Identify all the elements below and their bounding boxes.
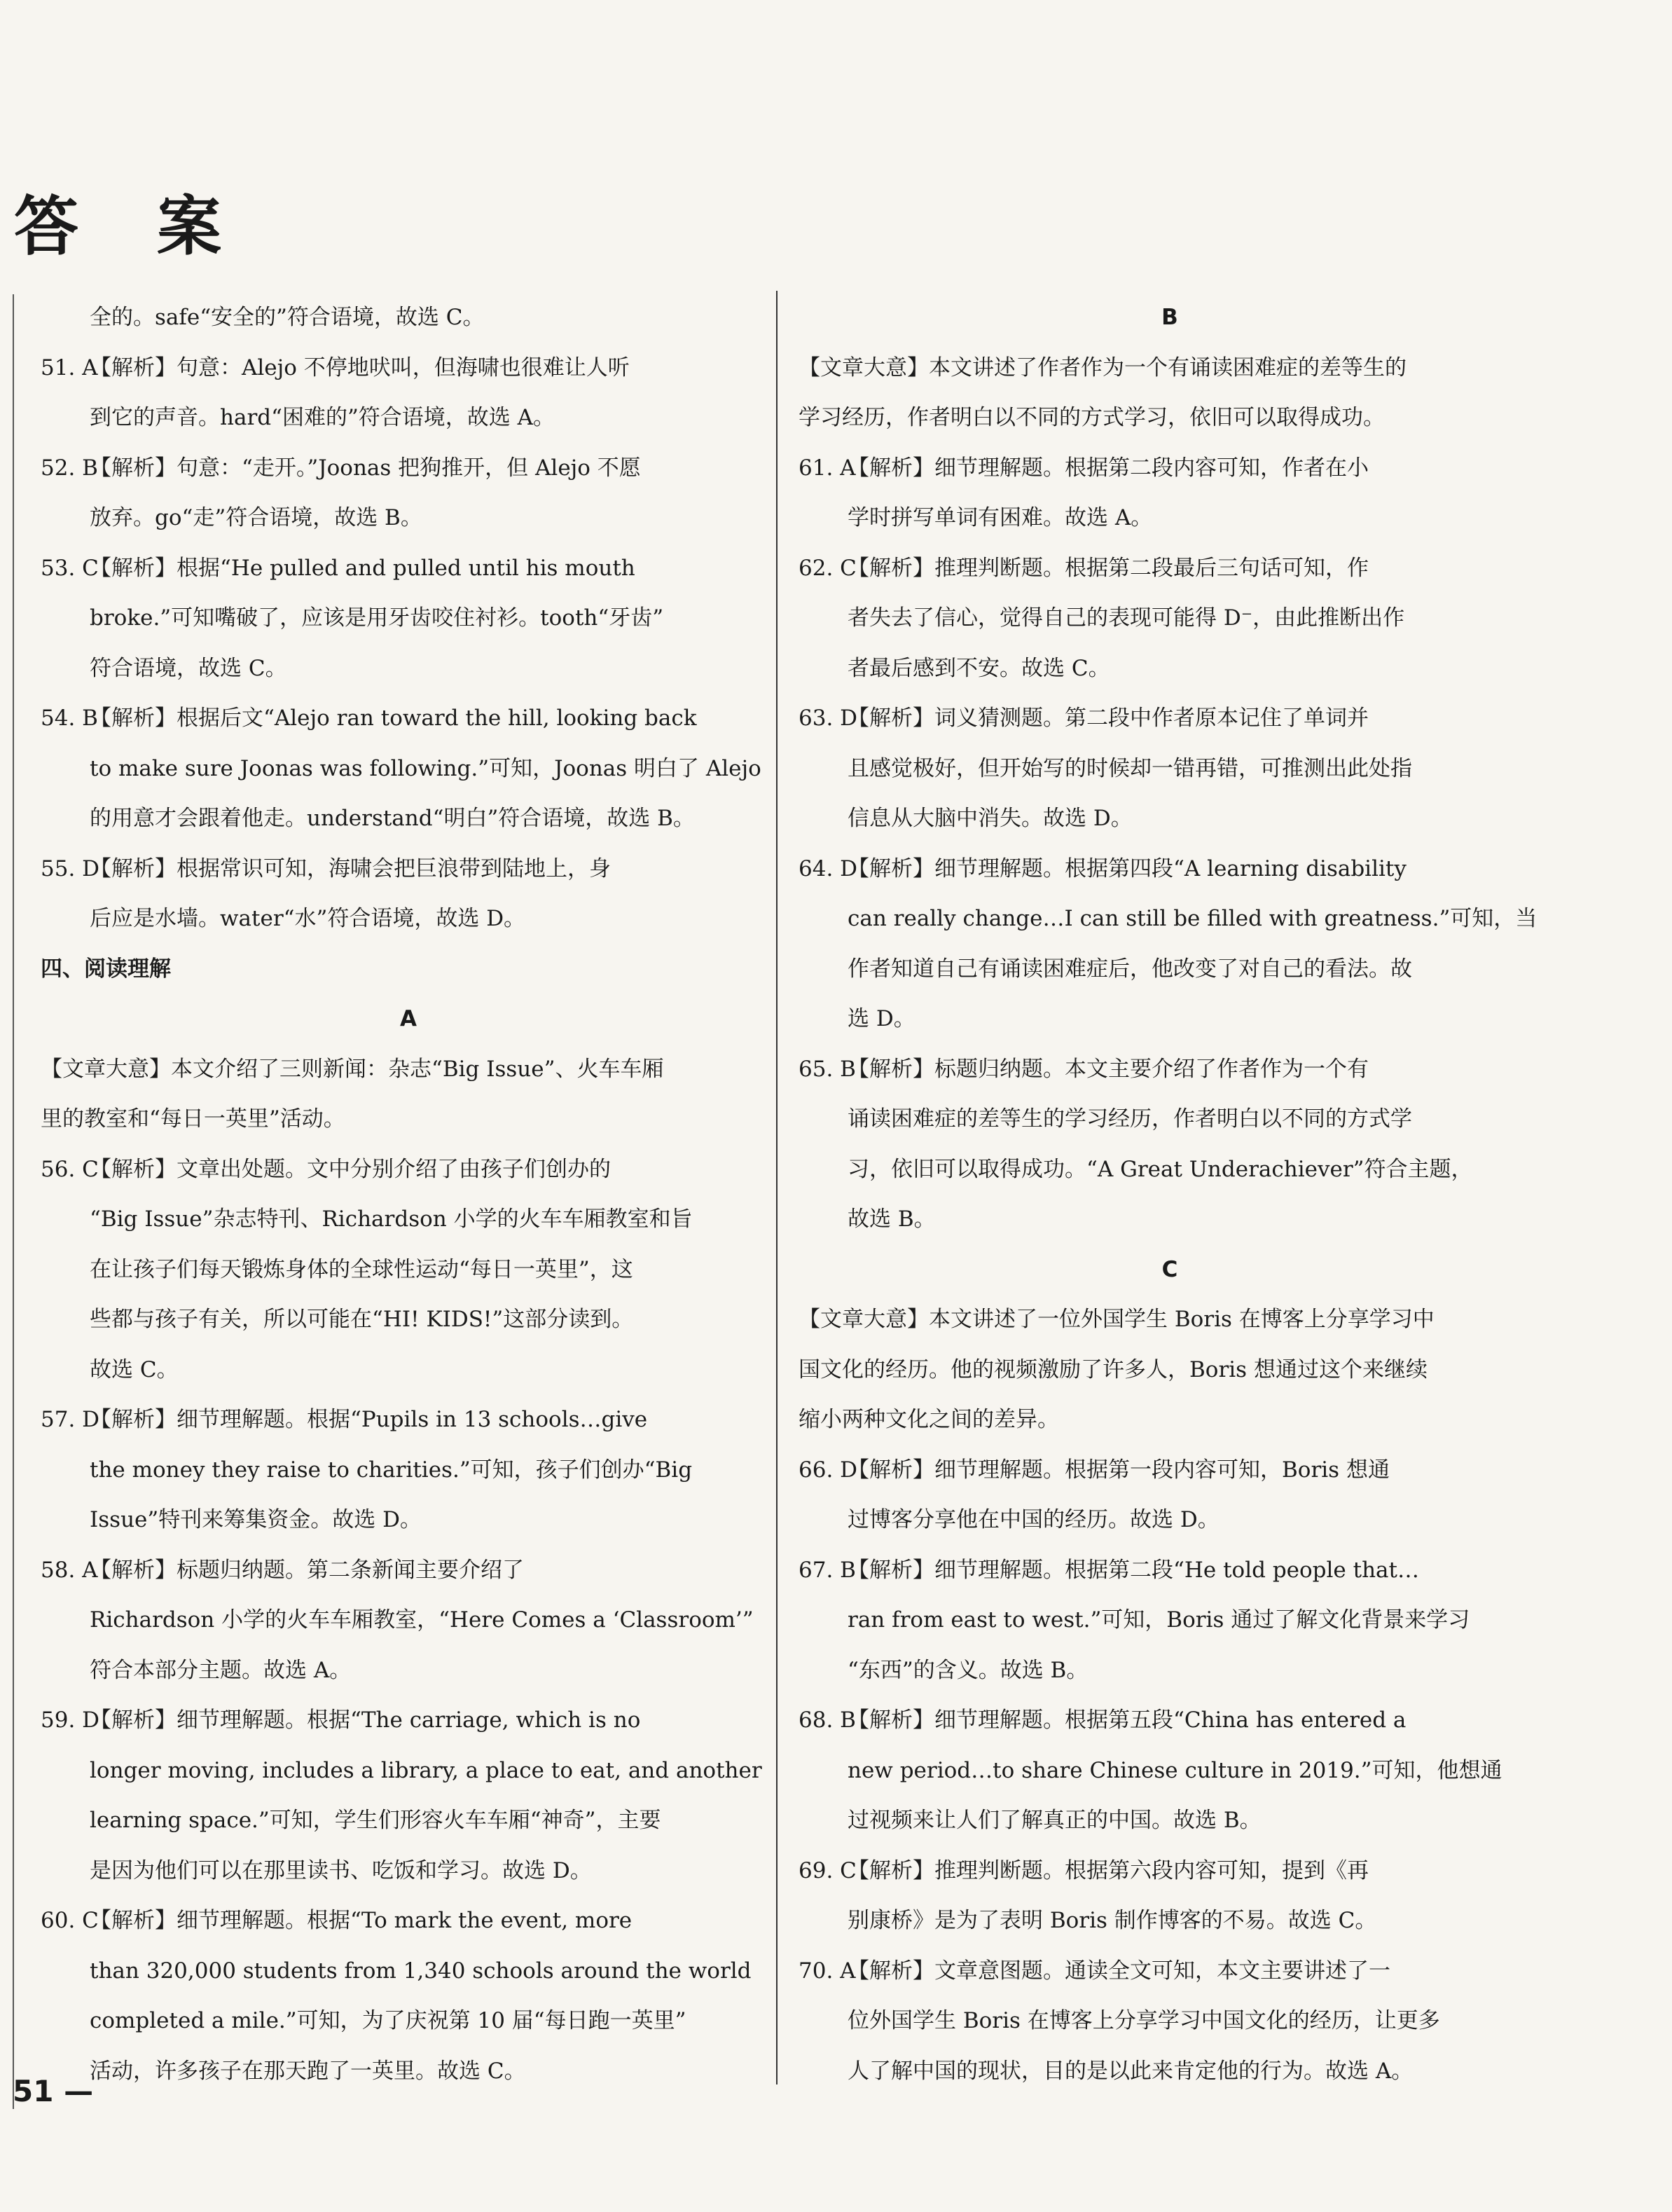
continuation-line: 故选 B。 bbox=[848, 1207, 936, 1232]
continuation-line: 习，依旧可以取得成功。“A Great Underachiever”符合主题， bbox=[848, 1156, 1473, 1182]
continuation-line: 是因为他们可以在那里读书、吃饭和学习。故选 D。 bbox=[90, 1857, 592, 1883]
answer-text: 【解析】句意：Alejo 不停地吠叫，但海啸也很难让人听 bbox=[90, 355, 630, 380]
answer-item bbox=[799, 1546, 1541, 1596]
page-title: 答 案 bbox=[14, 189, 250, 264]
passage-letter: A bbox=[400, 1006, 417, 1031]
continuation-line: 作者知道自己有诵读困难症后，他改变了对自己的看法。故 bbox=[848, 956, 1412, 982]
continuation-line: 过博客分享他在中国的经历。故选 D。 bbox=[848, 1507, 1220, 1532]
continuation-line: 信息从大脑中消失。故选 D。 bbox=[848, 806, 1133, 831]
summary-line: 国文化的经历。他的视频激励了许多人，Boris 想通过这个来继续 bbox=[799, 1356, 1428, 1382]
right-column bbox=[799, 293, 1541, 2096]
left-margin-rule bbox=[13, 294, 14, 2109]
continuation-line: “Big Issue”杂志特刊、Richardson 小学的火车车厢教室和旨 bbox=[90, 1207, 693, 1232]
answer-item bbox=[41, 844, 776, 895]
answer-number: 56. C bbox=[41, 1156, 99, 1182]
answer-text: 【解析】细节理解题。根据第二段内容可知，作者在小 bbox=[848, 455, 1369, 481]
answer-number: 68. B bbox=[799, 1708, 856, 1733]
section-heading: 四、阅读理解 bbox=[41, 956, 171, 982]
continuation-line: completed a mile.”可知，为了庆祝第 10 届“每日跑一英里” bbox=[90, 2008, 686, 2033]
answer-item bbox=[41, 1395, 776, 1445]
answer-number: 53. C bbox=[41, 555, 99, 581]
summary-line: 【文章大意】本文介绍了三则新闻：杂志“Big Issue”、火车车厢 bbox=[41, 1056, 664, 1082]
answer-text: 【解析】根据“He pulled and pulled until his mouth bbox=[90, 555, 635, 581]
answer-number: 55. D bbox=[41, 856, 100, 881]
continuation-line: 放弃。go“走”符合语境，故选 B。 bbox=[90, 505, 422, 530]
answer-number: 60. C bbox=[41, 1908, 99, 1933]
continuation-line: 者失去了信心，觉得自己的表现可能得 D⁻，由此推断出作 bbox=[848, 605, 1405, 631]
continuation-line: 全的。safe“安全的”符合语境，故选 C。 bbox=[90, 305, 485, 330]
continuation-line: 位外国学生 Boris 在博客上分享学习中国文化的经历，让更多 bbox=[848, 2008, 1440, 2033]
continuation-line: than 320,000 students from 1,340 schools around the world bbox=[90, 1958, 752, 1984]
answer-item bbox=[41, 694, 776, 744]
continuation-line: 活动，许多孩子在那天跑了一英里。故选 C。 bbox=[90, 2058, 526, 2084]
answer-text: 【解析】标题归纳题。本文主要介绍了作者作为一个有 bbox=[848, 1056, 1369, 1082]
answer-number: 54. B bbox=[41, 706, 98, 731]
left-column bbox=[41, 293, 776, 2096]
answer-item bbox=[799, 1696, 1541, 1746]
continuation-line: learning space.”可知，学生们形容火车车厢“神奇”，主要 bbox=[90, 1808, 661, 1833]
continuation-line: 别康桥》是为了表明 Boris 制作博客的不易。故选 C。 bbox=[848, 1908, 1377, 1933]
answer-item bbox=[799, 1045, 1541, 1095]
continuation-line: broke.”可知嘴破了，应该是用牙齿咬住衬衫。tooth“牙齿” bbox=[90, 605, 664, 631]
continuation-line: the money they raise to charities.”可知，孩子们创办“Big bbox=[90, 1457, 693, 1483]
answer-text: 【解析】标题归纳题。第二条新闻主要介绍了 bbox=[90, 1557, 524, 1583]
answer-number: 58. A bbox=[41, 1557, 98, 1583]
answer-item bbox=[799, 544, 1541, 594]
answer-text: 【解析】根据后文“Alejo ran toward the hill, looking back bbox=[90, 706, 697, 731]
answer-item bbox=[41, 1896, 776, 1946]
answer-number: 65. B bbox=[799, 1056, 856, 1082]
answer-number: 62. C bbox=[799, 555, 857, 581]
answer-number: 59. D bbox=[41, 1708, 100, 1733]
answer-text: 【解析】根据常识可知，海啸会把巨浪带到陆地上，身 bbox=[90, 856, 611, 881]
answer-text: 【解析】细节理解题。根据第二段“He told people that… bbox=[848, 1557, 1419, 1583]
answer-number: 51. A bbox=[41, 355, 98, 380]
answer-item bbox=[799, 444, 1541, 494]
continuation-line: 符合本部分主题。故选 A。 bbox=[90, 1657, 352, 1683]
answer-item bbox=[799, 844, 1541, 895]
continuation-line: can really change…I can still be filled with greatness.”可知，当 bbox=[848, 906, 1538, 931]
answer-number: 61. A bbox=[799, 455, 856, 481]
summary-line: 缩小两种文化之间的差异。 bbox=[799, 1407, 1059, 1432]
continuation-line: Issue”特刊来筹集资金。故选 D。 bbox=[90, 1507, 422, 1532]
summary-line: 里的教室和“每日一英里”活动。 bbox=[41, 1106, 345, 1132]
continuation-line: Richardson 小学的火车车厢教室，“Here Comes a ‘Classroom’” bbox=[90, 1607, 754, 1633]
summary-line: 学习经历，作者明白以不同的方式学习，依旧可以取得成功。 bbox=[799, 405, 1385, 430]
continuation-line: 学时拼写单词有困难。故选 A。 bbox=[848, 505, 1153, 530]
continuation-line: “东西”的含义。故选 B。 bbox=[848, 1657, 1089, 1683]
summary-line: 【文章大意】本文讲述了作者作为一个有诵读困难症的差等生的 bbox=[799, 355, 1407, 380]
continuation-line: 选 D。 bbox=[848, 1006, 916, 1031]
answer-number: 63. D bbox=[799, 706, 858, 731]
continuation-line: 在让孩子们每天锻炼身体的全球性运动“每日一英里”，这 bbox=[90, 1256, 633, 1282]
continuation-line: longer moving, includes a library, a place to eat, and another bbox=[90, 1757, 762, 1783]
answer-text: 【解析】推理判断题。根据第二段最后三句话可知，作 bbox=[848, 555, 1369, 581]
answer-number: 57. D bbox=[41, 1407, 100, 1432]
answer-number: 67. B bbox=[799, 1557, 856, 1583]
answer-text: 【解析】句意：“走开。”Joonas 把狗推开，但 Alejo 不愿 bbox=[90, 455, 641, 481]
continuation-line: 些都与孩子有关，所以可能在“HI! KIDS!”这部分读到。 bbox=[90, 1307, 634, 1332]
continuation-line: 后应是水墙。water“水”符合语境，故选 D。 bbox=[90, 906, 526, 931]
answer-text: 【解析】细节理解题。根据“To mark the event, more bbox=[90, 1908, 633, 1933]
answer-number: 64. D bbox=[799, 856, 858, 881]
continuation-line: 者最后感到不安。故选 C。 bbox=[848, 655, 1110, 681]
answer-number: 66. D bbox=[799, 1457, 858, 1483]
continuation-line: 过视频来让人们了解真正的中国。故选 B。 bbox=[848, 1808, 1262, 1833]
answer-text: 【解析】词义猜测题。第二段中作者原本记住了单词并 bbox=[848, 706, 1369, 731]
answer-number: 70. A bbox=[799, 1958, 856, 1984]
answer-text: 【解析】细节理解题。根据“The carriage, which is no bbox=[90, 1708, 641, 1733]
answer-item bbox=[41, 1145, 776, 1195]
continuation-line: new period…to share Chinese culture in 2019.”可知，他想通 bbox=[848, 1757, 1502, 1783]
answer-text: 【解析】细节理解题。根据“Pupils in 13 schools…give bbox=[90, 1407, 648, 1432]
answer-item bbox=[799, 1946, 1541, 1997]
answer-text: 【解析】推理判断题。根据第六段内容可知，提到《再 bbox=[848, 1857, 1369, 1883]
answer-text: 【解析】细节理解题。根据第五段“China has entered a bbox=[848, 1708, 1407, 1733]
answer-item bbox=[41, 444, 776, 494]
continuation-line: 到它的声音。hard“困难的”符合语境，故选 A。 bbox=[90, 405, 555, 430]
answer-item bbox=[41, 1546, 776, 1596]
answer-item bbox=[799, 1846, 1541, 1897]
continuation-line: 诵读困难症的差等生的学习经历，作者明白以不同的方式学 bbox=[848, 1106, 1412, 1132]
answer-item bbox=[799, 1445, 1541, 1496]
page-number: 51 — bbox=[13, 2074, 94, 2108]
passage-letter: C bbox=[1161, 1256, 1178, 1282]
answer-item bbox=[41, 343, 776, 394]
continuation-line: 故选 C。 bbox=[90, 1356, 179, 1382]
answer-number: 69. C bbox=[799, 1857, 857, 1883]
summary-line: 【文章大意】本文讲述了一位外国学生 Boris 在博客上分享学习中 bbox=[799, 1307, 1435, 1332]
answer-number: 52. B bbox=[41, 455, 98, 481]
continuation-line: 符合语境，故选 C。 bbox=[90, 655, 287, 681]
continuation-line: 人了解中国的现状，目的是以此来肯定他的行为。故选 A。 bbox=[848, 2058, 1414, 2084]
answer-text: 【解析】细节理解题。根据第四段“A learning disability bbox=[848, 856, 1407, 881]
continuation-line: ran from east to west.”可知，Boris 通过了解文化背景来学习 bbox=[848, 1607, 1470, 1633]
answer-text: 【解析】文章出处题。文中分别介绍了由孩子们创办的 bbox=[90, 1156, 611, 1182]
passage-letter: B bbox=[1161, 305, 1178, 330]
answer-text: 【解析】细节理解题。根据第一段内容可知，Boris 想通 bbox=[848, 1457, 1390, 1483]
continuation-line: 的用意才会跟着他走。understand“明白”符合语境，故选 B。 bbox=[90, 806, 695, 831]
answer-text: 【解析】文章意图题。通读全文可知，本文主要讲述了一 bbox=[848, 1958, 1390, 1984]
continuation-line: 且感觉极好，但开始写的时候却一错再错，可推测出此处指 bbox=[848, 755, 1412, 781]
column-divider bbox=[776, 291, 778, 2084]
answer-item bbox=[41, 544, 776, 594]
answer-item bbox=[41, 1696, 776, 1746]
continuation-line: to make sure Joonas was following.”可知，Joonas 明白了 Alejo bbox=[90, 755, 761, 781]
answer-item bbox=[799, 694, 1541, 744]
